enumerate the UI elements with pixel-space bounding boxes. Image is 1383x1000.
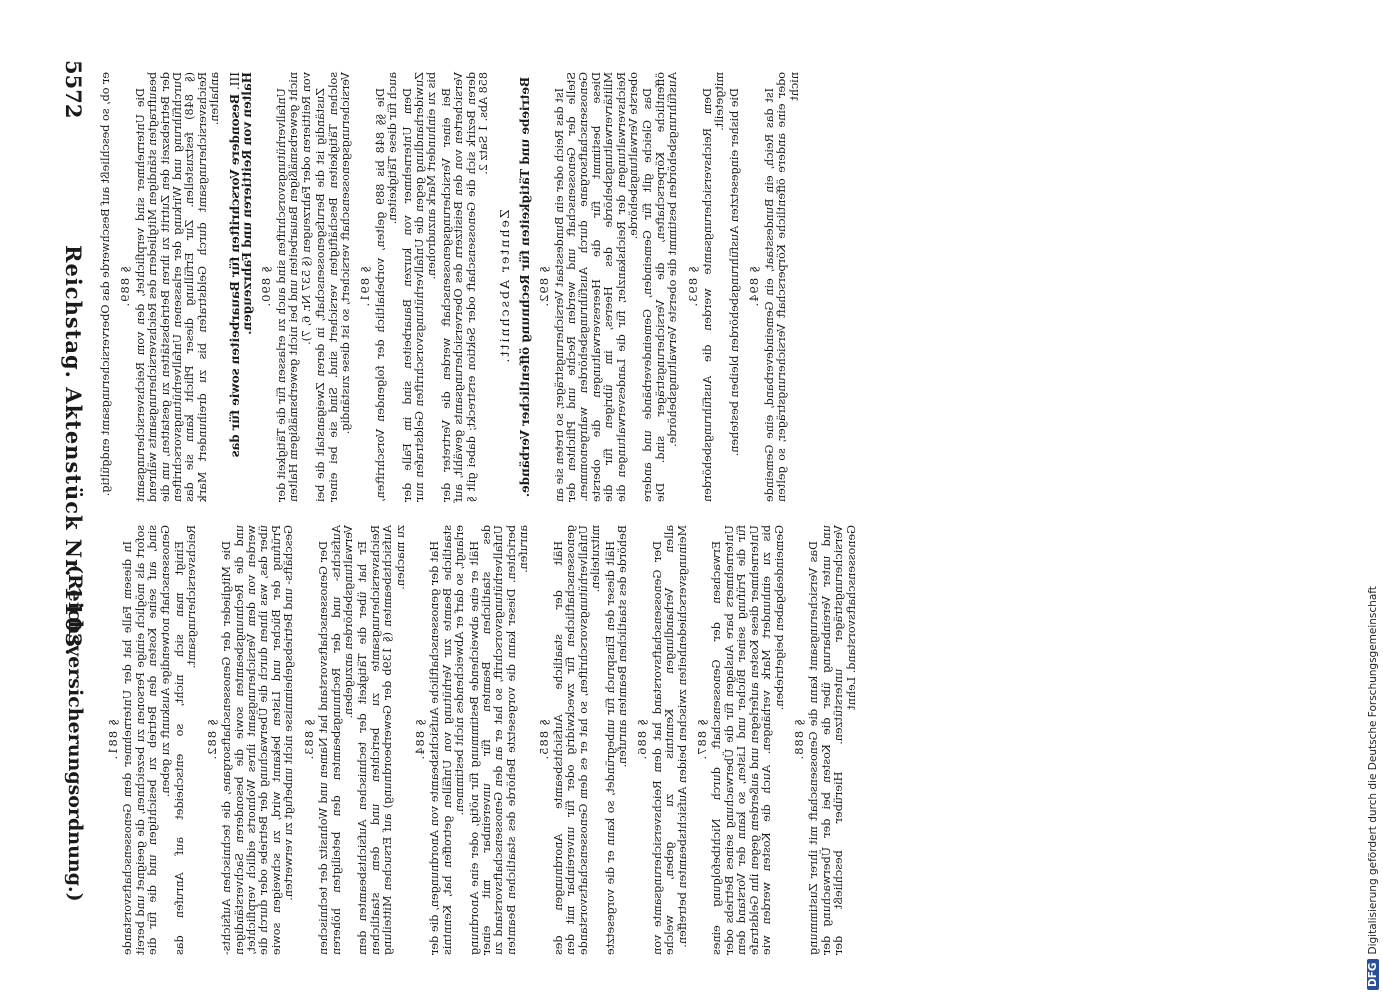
paragraph: Ist das Reich oder ein Bundesstaat Versicherungsträger, so treten sie an Stelle der Genossenschaft und werden Rechte und Pflichten der Genossenschaftsorgane durch Ausführungsbehörden wahrgenommen. Diese bestimmt für die Heeresverwaltungen die oberste Militärverwaltungsbehörde des Heeres, im übrigen für die Reichsverwaltungen der Reichskanzler, für die Landesverwaltungen die oberste Verwaltungsbehörde.: [552, 72, 641, 502]
section-number: § 886.: [635, 719, 650, 761]
paragraph: Das Gleiche gilt für Gemeinden, Gemeindeverbände und andere öffentliche Körperschaften, die Versicherungsträger sind. Die Ausführungsbehörden bestimmt die oberste Verwaltungsbehörde.: [641, 72, 680, 502]
paragraph: Dem Reichsversicherungsamte werden die Ausführungsbehörden mitgeteilt.: [701, 72, 727, 502]
chapter-title: Betriebe und Tätigkeiten für Rechnung öffentlicher Verbände.: [517, 76, 532, 498]
page-subtitle: (Reichsversicherungsordnung.): [64, 565, 86, 902]
dfg-logo: DFG: [1367, 959, 1379, 990]
paragraph: Einigt man sich nicht, so entscheidet auf Anrufen das Reichsversicherungsamt.: [173, 525, 199, 955]
paragraph: Die §§ 848 bis 889 gelten, vorbehaltlich der folgenden Vorschriften, auch für diese Tätigkeiten.: [373, 72, 400, 502]
paragraph: er ob, so beschließt auf Beschwerde das Oberversicherungsamt endgültig.: [99, 72, 112, 497]
paragraph: Die Unternehmer sind verpflichtet, den vom Reichsversicherungsamt beauftragten ständigen Mitgliedern des Reichsversicherungsamts während der Betriebszeit den Zutritt zu ihren Betriebsstätten zu gestatten, um die Durchführung und Wirkung der erlassenen Unfallverhütungsvorschriften (§ 848) festzustellen. Zur Erfüllung dieser Pflicht kann sie das Reichsversicherungsamt durch Geldstrafen bis zu dreihundert Mark anhalten.: [133, 72, 222, 502]
paragraph: Der Genossenschaftsvorstand hat dem Reichsversicherungsamte von allen Verhandlungen Kenntnis zu geben, welche Meinungsverschiedenheiten zwischen beiden Aufsichtsbeamten betreffen.: [650, 525, 689, 955]
paragraph: Erwachsen der Genossenschaft durch Nichtbefolgung eines Unternehmers bare Auslagen für die Überwachung seines Betriebs oder für die Prüfung seiner Bücher und Listen, so kann der Vorstand dem Unternehmer diese Kosten auferlegen und außerdem gegen ihn Geldstrafe bis zu einhundert Mark verhängen. Auch die Kosten werden wie Gemeindeabgaben beigetrieben.: [710, 525, 786, 955]
section-number: § 885.: [536, 719, 551, 761]
section-number: § 890.: [259, 266, 274, 308]
paragraph: Er hat über die Tätigkeit der technischen Aufsichtsbeamten dem Reichsversicherungsamte zu berichten und dem staatlichen Aufsichtsbeamten (§ 139b der Gewerbeordnung) auf Ersuchen Mitteilung zu machen.: [356, 525, 407, 955]
section-number: § 888.: [791, 719, 806, 761]
page-number: 5572: [61, 60, 86, 119]
paragraph: Hält dieser den Einspruch für unbegründet, so kann er die vorgesetzte Behörde des staatlichen Beamten anrufen.: [603, 525, 630, 955]
paragraph: Dem Unternehmer von kurzen Bauarbeiten sind im Falle der Zuwiderhandlung gegen die Unfallverhütungsvorschriften Geldstrafen nur bis zu einhundert Mark anzudrohen.: [400, 72, 439, 502]
digitization-footer: [1367, 586, 1379, 990]
section-number: § 881.: [106, 719, 120, 761]
right-text-column: [100, 525, 1340, 955]
paragraph: Die Mitglieder der Genossenschaftsorgane, die technischen Aufsichts- und die Rechnungsbeamten sowie die besonderen Sachverständigen werden von dem Versicherungsamt ihres Wohnorts eidlich verpflichtet, über das, was ihnen durch die Überwachung der Betriebe oder durch die Prüfung der Bücher und Listen bekannt wird, zu schweigen sowie Geschäfts- und Betriebsgeheimnisse nicht unbefugt zu verwerten.: [220, 525, 296, 955]
paragraph: Das Versicherungsamt kann die Genossenschaft mit ihrer Zustimmung und unter Vereinbarung über die Kosten bei der Überwachung der Versicherungsträger unterstützen. Hierüber beschließt der Genossenschaftsvorstand. Lehnt: [807, 525, 858, 955]
section-number: § 883.: [301, 719, 316, 761]
paragraph: Hält der staatliche Aufsichtsbeamte Anordnungen des genossenschaftlichen für zweckwidrig oder für unvereinbar mit den Unfallverhütungsvorschriften, so hat er es dem Genossenschaftsvorstande mitzuteilen.: [552, 525, 603, 955]
section-number: § 887.: [695, 719, 710, 761]
page-header: [50, 60, 90, 950]
left-text-column: [100, 72, 1340, 502]
paragraph: Hält er eine abweichende Bestimmung für nötig, oder eine Anordnung des staatlichen Beamten für unvereinbar mit einer Unfallverhütungsvorschrift, so hat er an den Genossenschaftsvorstand zu berichten. Dieser kann die vorgesetzte Behörde des staatlichen Beamten anrufen.: [467, 525, 531, 955]
section-number: § 893.: [685, 266, 700, 308]
paragraph: Die bisher eingesetzten Ausführungsbehörden bleiben bestehen.: [727, 88, 741, 457]
section-number: § 894.: [747, 266, 762, 308]
section-number: § 882.: [204, 719, 219, 761]
paragraph: Zuständig ist die Berufsgenossenschaft, in deren Zweiganstalt die bei solchen Tätigkeiten Beschäftigten versichert sind. Sind sie bei einer Versicherungsgenossenschaft versichert, so ist diese zuständig.: [314, 72, 352, 502]
paragraph: Bei einer Versicherungsgenossenschaft werden die Vertreter der Versicherten von den Beisitzern des Oberversicherungsamts gewählt, auf deren Bezirk sich die Genossenschaft oder Sektion erstreckt; dabei gilt § 858 Abs. 1 Satz 2.: [439, 72, 490, 502]
paragraph: In diesem Falle hat der Unternehmer dem Genossenschaftsvorstande sofort als möglich einige Personen zu bezeichnen, die geeignet und bereit sind, auf seine Kosten den Betrieb zu besichtigen und die für die Genossenschaft notwendige Auskunft zu geben.: [121, 525, 172, 955]
footer-text: Digitalisierung gefördert durch die Deutsche Forschungsgemeinschaft: [1367, 586, 1379, 955]
roman-heading-text: Besondere Vorschriften für Bauarbeiten sowie für das Halten von Reittieren und Fahrzeugen.: [227, 72, 255, 458]
paragraph: Der Genossenschaftsvorstand hat Namen und Wohnsitz der technischen Aufsichts- und der Rechnungsbeamten den beteiligten höheren Verwaltungsbehörden anzugeben.: [317, 525, 355, 955]
section-number: § 891.: [358, 266, 373, 308]
paragraph: Hat der genossenschaftliche Aufsichtsbeamte von Anordnungen, die der staatliche Beamte zur Verhütung von Unfällen getroffen hat, Kenntnis erlangt, so darf er Abweichendes nicht bestimmen.: [428, 525, 467, 955]
roman-heading: [229, 72, 254, 502]
section-number: § 884.: [412, 719, 427, 761]
paragraph: Ist das Reich, ein Bundesstaat, ein Gemeindeverband, eine Gemeinde oder eine andere öffentliche Körperschaft Versicherungsträger, so gelten nicht: [762, 72, 801, 502]
chapter-heading: Zehnter Abschnitt.: [497, 209, 513, 365]
roman-numeral: III.: [227, 72, 242, 94]
section-number: § 889.: [118, 266, 133, 308]
paragraph: Unfallverhütungsvorschriften sind auch zu erlassen für die Tätigkeit der nicht gewerbsmäßigen Bauarbeiten und bei nicht gewerbsmäßigem Halten von Reittieren oder Fahrzeugen (§ 537 Nr. 6, 7).: [274, 72, 313, 502]
page-title: Reichstag. Aktenstück Nr. 1103.: [61, 245, 86, 657]
section-number: § 892.: [537, 266, 552, 308]
